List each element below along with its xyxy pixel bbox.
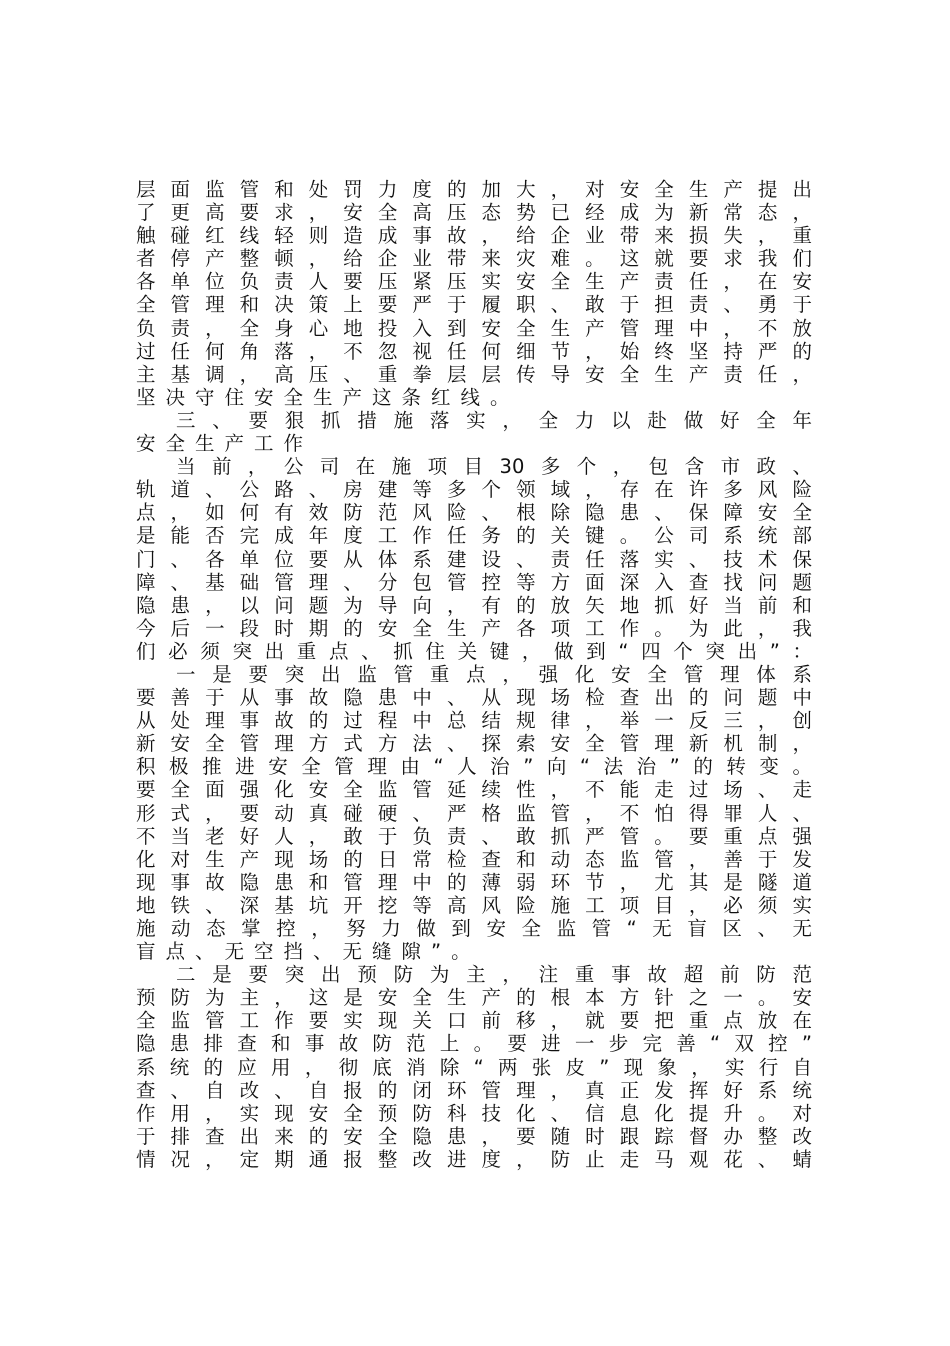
text-line: 要善于从事故隐患中、从现场检查出的问题中: [136, 686, 812, 710]
text-line: 们必须突出重点、抓住关键，做到“四个突出”：: [136, 639, 812, 663]
text-line: 要全面强化安全监管延续性，不能走过场、走: [136, 778, 812, 802]
text-line: 全管理和决策上要严于履职、敢于担责、勇于: [136, 293, 812, 317]
text-line: 地铁、深基坑开挖等高风险施工项目，必须实: [136, 893, 812, 917]
text-line: 三、要狠抓措施落实，全力以赴做好全年: [176, 408, 812, 432]
text-line: 主基调，高压、重拳层层传导安全生产责任，: [136, 362, 812, 386]
text-line: 作用，实现安全预防科技化、信息化提升。对: [136, 1101, 812, 1125]
text-line: 负责，全身心地投入到安全生产管理中，不放: [136, 316, 812, 340]
text-line: 各单位负责人要压紧压实安全生产责任，在安: [136, 270, 812, 294]
text-line: 是能否完成年度工作任务的关键。公司系统部: [136, 524, 812, 548]
text-line: 坚决守住安全生产这条红线。: [136, 385, 520, 409]
text-line: 层面监管和处罚力度的加大，对安全生产提出: [136, 178, 812, 201]
text-line: 轨道、公路、房建等多个领域，存在许多风险: [136, 478, 812, 502]
text-line: 积极推进安全管理由“人治”向“法治”的转变。: [136, 755, 812, 779]
text-line: 过任何角落，不忽视任何细节，始终坚持严的: [136, 339, 812, 363]
text-line: 隐患排查和事故防范上。要进一步完善“双控”: [136, 1032, 812, 1056]
text-line: 化对生产现场的日常检查和动态监管，善于发: [136, 847, 812, 871]
text-line: 新安全管理方式方法、探索安全管理新机制，: [136, 732, 812, 756]
text-line: 形式，要动真碰硬、严格监管，不怕得罪人、: [136, 801, 812, 825]
text-line: 二是要突出预防为主，注重事故超前防范: [176, 963, 812, 987]
text-line: 点，如何有效防范风险、根除隐患、保障安全: [136, 501, 812, 525]
text-line: 全监管工作要实现关口前移，就要把重点放在: [136, 1009, 812, 1033]
text-line: 安全生产工作: [136, 432, 314, 456]
text-line: 障、基础管理、分包管控等方面深入查找问题: [136, 570, 812, 594]
text-line: 当前，公司在施项目30多个，包含市政、: [176, 455, 812, 479]
text-line: 触碰红线轻则造成事故，给企业带来损失，重: [136, 224, 812, 248]
text-line: 情况，定期通报整改进度，防止走马观花、蜻: [136, 1147, 812, 1171]
text-line: 查、自改、自报的闭环管理，真正发挥好系统: [136, 1078, 812, 1102]
text-line: 预防为主，这是安全生产的根本方针之一。安: [136, 986, 812, 1010]
text-line: 今后一段时期的安全生产各项工作。为此，我: [136, 616, 812, 640]
text-line: 系统的应用，彻底消除“两张皮”现象，实行自: [136, 1055, 812, 1079]
text-line: 者停产整顿，给企业带来灾难。这就要求我们: [136, 247, 812, 271]
text-line: 了更高要求，安全高压态势已经成为新常态，: [136, 201, 812, 225]
text-line: 盲点、无空挡、无缝隙”。: [136, 940, 481, 964]
text-line: 一是要突出监管重点，强化安全管理体系: [176, 662, 812, 686]
text-line: 隐患，以问题为导向，有的放矢地抓好当前和: [136, 593, 812, 617]
text-line: 从处理事故的过程中总结规律，举一反三，创: [136, 709, 812, 733]
text-line: 于排查出来的安全隐患，要随时跟踪督办整改: [136, 1124, 812, 1148]
text-line: 门、各单位要从体系建设、责任落实、技术保: [136, 547, 812, 571]
text-line: 施动态掌控，努力做到安全监管“无盲区、无: [136, 917, 812, 940]
document-body-text: [136, 178, 812, 1171]
text-line: 现事故隐患和管理中的薄弱环节，尤其是隧道: [136, 870, 812, 894]
text-line: 不当老好人，敢于负责、敢抓严管。要重点强: [136, 824, 812, 848]
